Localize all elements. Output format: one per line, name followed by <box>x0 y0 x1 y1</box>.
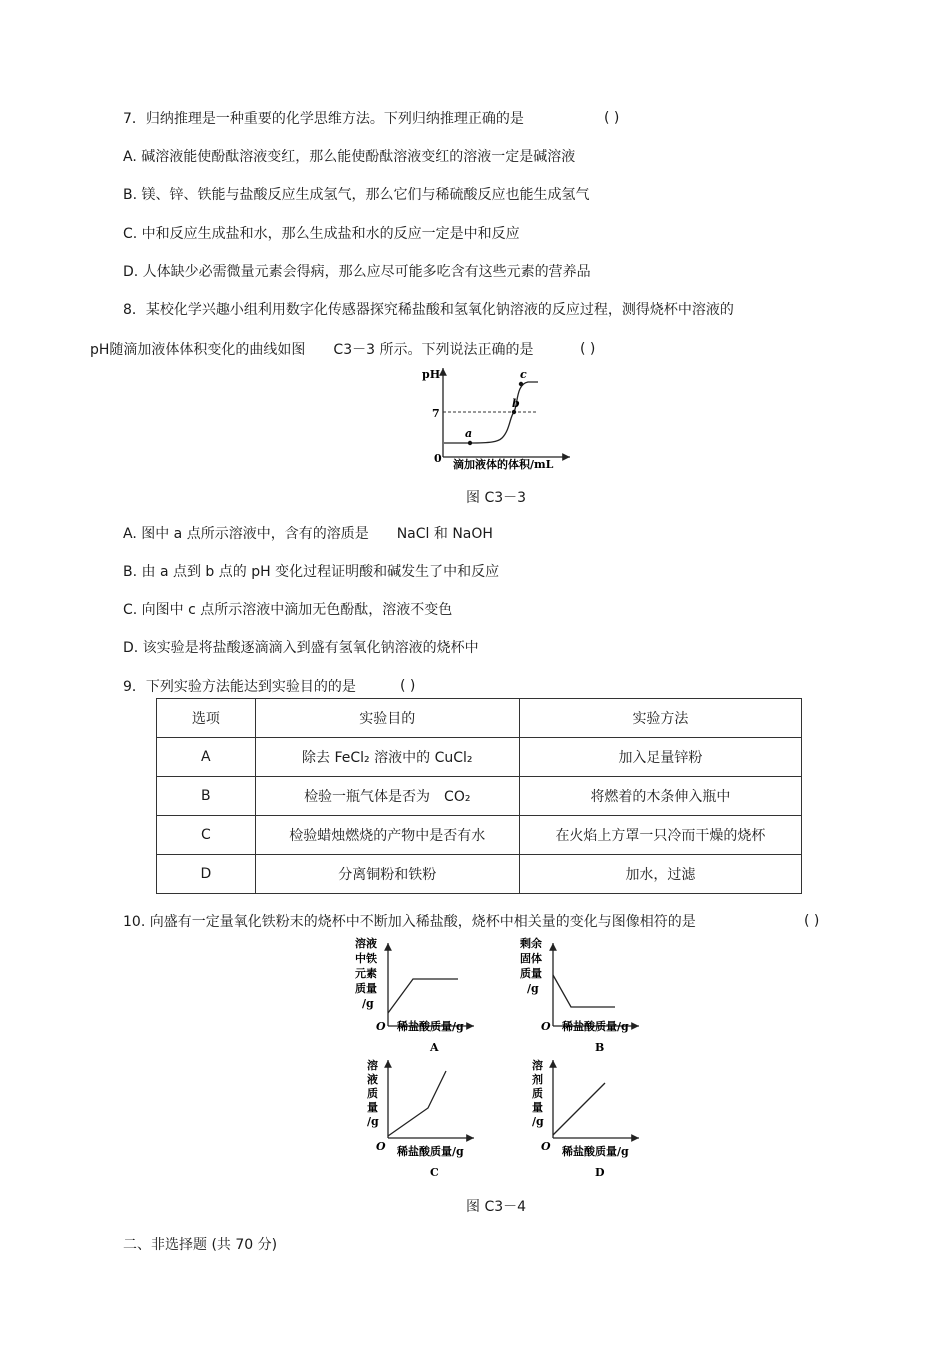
graph-b-tag: B <box>595 1041 605 1054</box>
point-b <box>512 410 516 414</box>
q9-answer-paren: ( ) <box>400 678 416 694</box>
figure-c3-4-caption: 图 C3－4 <box>466 1199 527 1215</box>
header-method: 实验方法 <box>519 699 801 738</box>
q8-option-a: A. 图中 a 点所示溶液中，含有的溶质是 NaCl 和 NaOH <box>123 526 493 542</box>
volume-axis-label: 滴加液体的体积/mL <box>453 458 554 471</box>
graph-c <box>350 1055 480 1180</box>
table-row <box>157 738 802 777</box>
point-c <box>519 382 523 386</box>
graph-c-tag: C <box>430 1166 439 1179</box>
q7-option-b: B. 镁、锌、铁能与盐酸反应生成氢气，那么它们与稀硫酸反应也能生成氢气 <box>123 187 590 203</box>
q8-option-d: D. 该实验是将盐酸逐滴滴入到盛有氢氧化钠溶液的烧杯中 <box>123 640 479 656</box>
row-d-purpose: 分离铜粉和铁粉 <box>255 855 519 894</box>
label-a: a <box>465 427 473 440</box>
graph-b <box>515 935 645 1057</box>
graph-a-origin: O <box>376 1020 386 1033</box>
q8-answer-paren: ( ) <box>580 341 596 357</box>
q7-stem: 7．归纳推理是一种重要的化学思维方法。下列归纳推理正确的是 <box>123 111 524 127</box>
q7-option-d: D. 人体缺少必需微量元素会得病，那么应尽可能多吃含有这些元素的营养品 <box>123 264 591 280</box>
ph-curve-figure <box>410 362 580 474</box>
graph-d-xlabel: 稀盐酸质量/g <box>562 1145 629 1158</box>
graph-d <box>515 1055 645 1180</box>
graph-a-ylabel: 溶液 中铁 元素 质量 /g <box>355 937 377 1010</box>
graph-b-origin: O <box>541 1020 551 1033</box>
q7-answer-paren: ( ) <box>604 110 620 126</box>
ph-axis-label: pH <box>422 368 441 381</box>
header-purpose: 实验目的 <box>255 699 519 738</box>
q8-stem-line1: 8．某校化学兴趣小组利用数字化传感器探究稀盐酸和氢氧化钠溶液的反应过程，测得烧杯中溶液的 <box>123 302 734 318</box>
row-a-option: A <box>157 738 256 777</box>
graph-c-ylabel: 溶 液 质 量 /g <box>367 1059 379 1128</box>
graph-c-line <box>388 1071 446 1136</box>
graph-a-line <box>388 979 458 1013</box>
table-row <box>157 816 802 855</box>
q10-stem: 10. 向盛有一定量氧化铁粉末的烧杯中不断加入稀盐酸，烧杯中相关量的变化与图像相符的是 <box>123 914 696 930</box>
q8-option-b: B. 由 a 点到 b 点的 pH 变化过程证明酸和碱发生了中和反应 <box>123 564 500 580</box>
ph-7-tick: 7 <box>432 407 440 420</box>
row-c-purpose: 检验蜡烛燃烧的产物中是否有水 <box>255 816 519 855</box>
row-c-method: 在火焰上方罩一只冷而干燥的烧杯 <box>519 816 801 855</box>
row-b-purpose: 检验一瓶气体是否为 CO₂ <box>255 777 519 816</box>
q10-answer-paren: ( ) <box>804 913 820 929</box>
experiment-table <box>156 698 802 894</box>
row-d-method: 加水，过滤 <box>519 855 801 894</box>
row-b-option: B <box>157 777 256 816</box>
row-b-method: 将燃着的木条伸入瓶中 <box>519 777 801 816</box>
graph-d-line <box>553 1083 605 1135</box>
point-a <box>468 441 472 445</box>
graph-a <box>350 935 480 1057</box>
graph-b-line <box>553 975 615 1007</box>
graph-d-tag: D <box>595 1166 605 1179</box>
origin-label: 0 <box>434 452 442 465</box>
section-2-heading: 二、非选择题 (共 70 分) <box>123 1237 278 1253</box>
figure-c3-3-caption: 图 C3－3 <box>466 490 527 506</box>
graph-a-tag: A <box>430 1041 439 1054</box>
label-c: c <box>520 368 527 381</box>
row-c-option: C <box>157 816 256 855</box>
label-b: b <box>512 397 520 410</box>
q8-option-c: C. 向图中 c 点所示溶液中滴加无色酚酞，溶液不变色 <box>123 602 453 618</box>
q7-option-c: C. 中和反应生成盐和水，那么生成盐和水的反应一定是中和反应 <box>123 226 520 242</box>
row-a-purpose: 除去 FeCl₂ 溶液中的 CuCl₂ <box>255 738 519 777</box>
table-header-row <box>157 699 802 738</box>
header-option: 选项 <box>157 699 256 738</box>
table-row <box>157 777 802 816</box>
table-row <box>157 855 802 894</box>
row-a-method: 加入足量锌粉 <box>519 738 801 777</box>
graph-b-ylabel: 剩余 固体 质量 /g <box>520 937 542 995</box>
q8-stem-line2: pH随滴加液体体积变化的曲线如图 C3－3 所示。下列说法正确的是 <box>90 342 534 358</box>
graph-a-xlabel: 稀盐酸质量/g <box>397 1020 464 1033</box>
q7-option-a: A. 碱溶液能使酚酞溶液变红，那么能使酚酞溶液变红的溶液一定是碱溶液 <box>123 149 576 165</box>
row-d-option: D <box>157 855 256 894</box>
graph-b-xlabel: 稀盐酸质量/g <box>562 1020 629 1033</box>
graph-d-ylabel: 溶 剂 质 量 /g <box>532 1059 544 1128</box>
graph-d-origin: O <box>541 1140 551 1153</box>
graph-c-origin: O <box>376 1140 386 1153</box>
graph-c-xlabel: 稀盐酸质量/g <box>397 1145 464 1158</box>
q9-stem: 9．下列实验方法能达到实验目的的是 <box>123 679 356 695</box>
